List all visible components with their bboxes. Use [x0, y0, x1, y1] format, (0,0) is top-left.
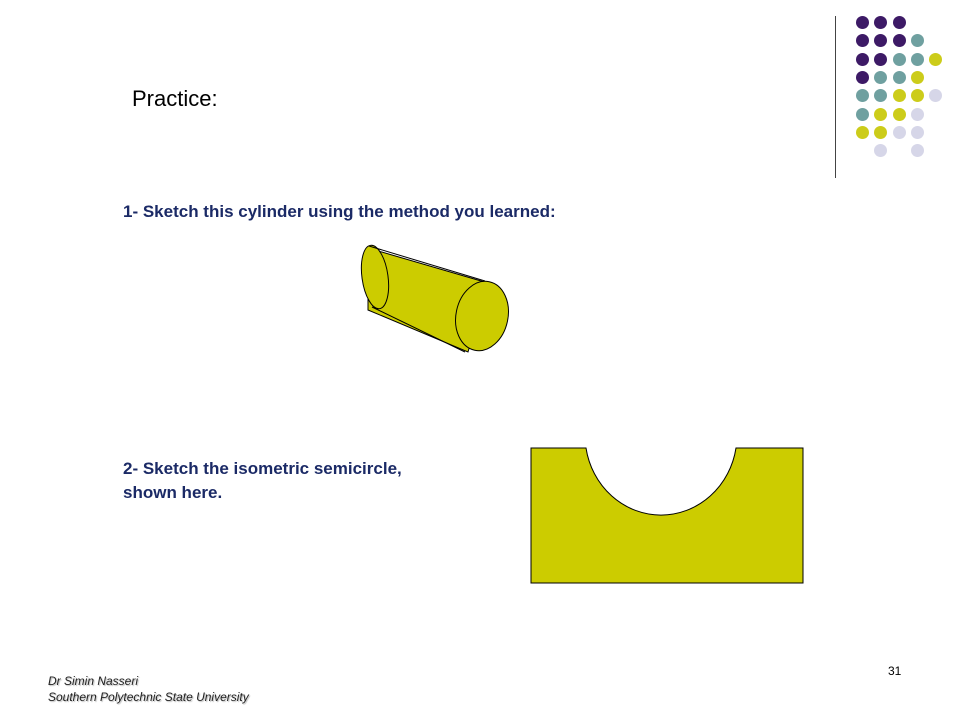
decorative-dot — [874, 89, 887, 102]
footer-author: Dr Simin Nasseri — [48, 674, 139, 688]
decorative-dot — [856, 126, 869, 139]
decorative-dot — [856, 34, 869, 47]
question-1-text: 1- Sketch this cylinder using the method you learned: — [123, 202, 556, 221]
decorative-dot — [911, 53, 924, 66]
cylinder-figure — [355, 235, 515, 360]
decorative-dot — [893, 108, 906, 121]
decorative-dot — [929, 53, 942, 66]
decorative-dot — [874, 71, 887, 84]
question-2-text — [123, 457, 503, 505]
decorative-dot — [856, 16, 869, 29]
divider-line — [835, 16, 836, 178]
decorative-dot — [874, 53, 887, 66]
decorative-dot — [893, 16, 906, 29]
decorative-dot — [929, 89, 942, 102]
page-number: 31 — [888, 664, 902, 678]
question-2-line-2: shown here. — [123, 483, 223, 502]
decorative-dot — [911, 89, 924, 102]
semicircle-block-figure — [530, 447, 806, 585]
decorative-dot — [874, 34, 887, 47]
decorative-dot — [893, 71, 906, 84]
decorative-dot — [911, 126, 924, 139]
decorative-dot — [911, 144, 924, 157]
decorative-dot — [911, 34, 924, 47]
decorative-dot — [856, 108, 869, 121]
slide-title: Practice: — [132, 86, 218, 111]
decorative-dot — [874, 16, 887, 29]
decorative-dot — [893, 126, 906, 139]
footer-university: Southern Polytechnic State University — [48, 690, 249, 704]
decorative-dot — [893, 53, 906, 66]
decorative-dot — [874, 126, 887, 139]
decorative-dot — [911, 108, 924, 121]
decorative-dot — [893, 89, 906, 102]
decorative-dot — [911, 71, 924, 84]
question-2-line-1: 2- Sketch the isometric semicircle, — [123, 459, 402, 478]
decorative-dot — [874, 108, 887, 121]
decorative-dot — [856, 71, 869, 84]
decorative-dot — [874, 144, 887, 157]
decorative-dot — [893, 34, 906, 47]
semicircle-block — [531, 448, 803, 583]
decorative-dot — [856, 53, 869, 66]
decorative-dot — [856, 89, 869, 102]
